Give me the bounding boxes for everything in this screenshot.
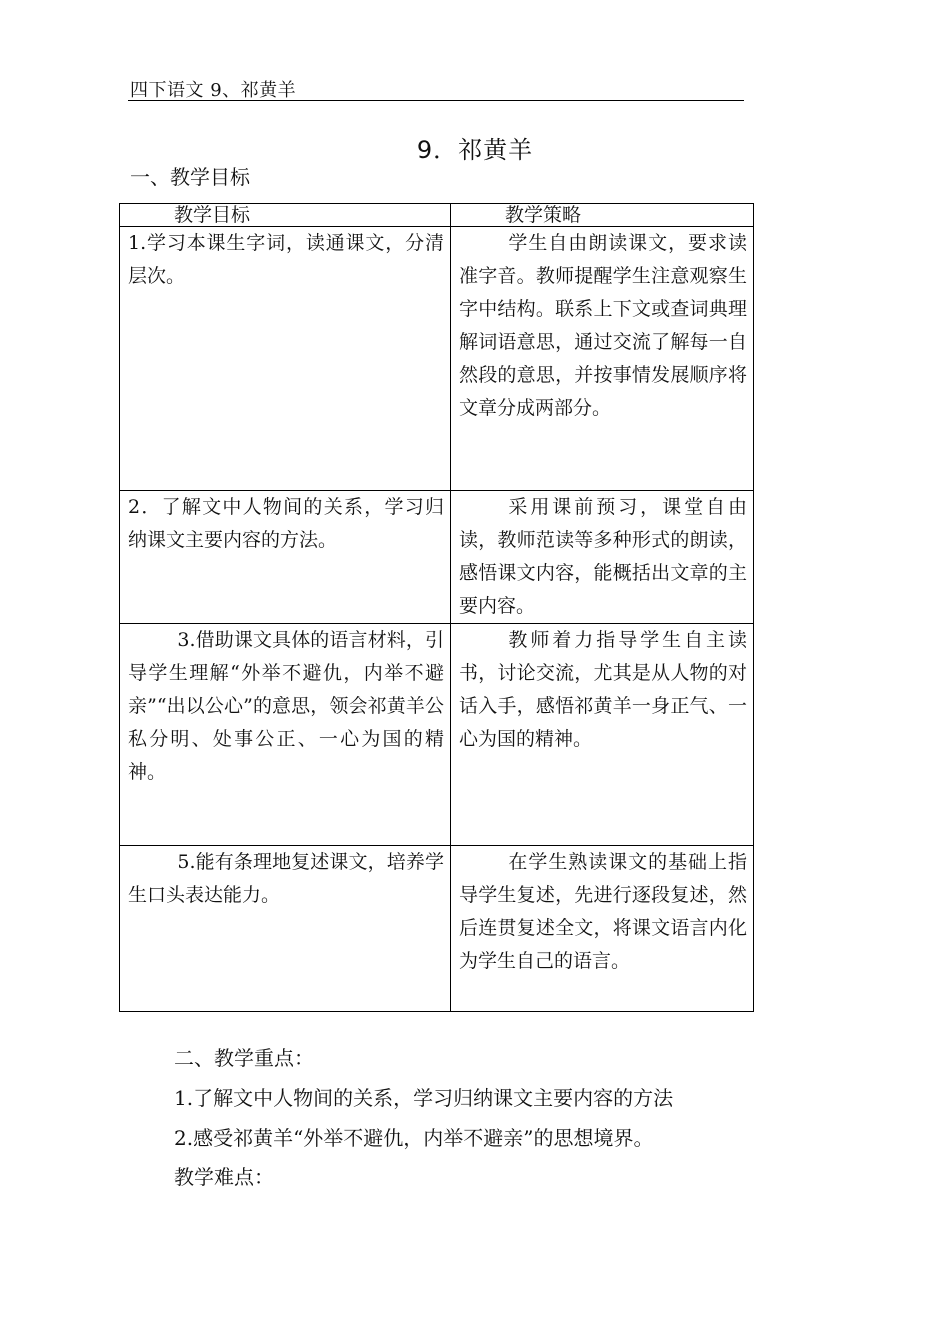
section-heading-difficulties: 教学难点： bbox=[174, 1165, 274, 1189]
strategy-cell: 学生自由朗读课文，要求读准字音。教师提醒学生注意观察生字中结构。联系上下文或查词典理解词语意思，通过交流了解每一自然段的意思，并按事情发展顺序将文章分成两部分。 bbox=[451, 227, 754, 491]
table-row bbox=[120, 491, 754, 624]
key-point-1: 1.了解文中人物间的关系，学习归纳课文主要内容的方法 bbox=[174, 1086, 674, 1110]
table-header-row bbox=[120, 204, 754, 227]
section-heading-key-points: 二、教学重点： bbox=[174, 1046, 314, 1070]
strategy-cell: 教师着力指导学生自主读书，讨论交流，尤其是从人物的对话入手，感悟祁黄羊一身正气、一心为国的精神。 bbox=[451, 624, 754, 846]
table-row bbox=[120, 624, 754, 846]
goals-table bbox=[119, 203, 754, 1012]
goal-cell: 3.借助课文具体的语言材料，引导学生理解“外举不避仇，内举不避亲”“出以公心”的意思，领会祁黄羊公私分明、处事公正、一心为国的精神。 bbox=[120, 624, 451, 846]
table-row bbox=[120, 846, 754, 1012]
strategy-cell: 采用课前预习，课堂自由读，教师范读等多种形式的朗读，感悟课文内容，能概括出文章的主要内容。 bbox=[451, 491, 754, 624]
strategy-cell: 在学生熟读课文的基础上指导学生复述，先进行逐段复述，然后连贯复述全文，将课文语言内化为学生自己的语言。 bbox=[451, 846, 754, 1012]
goal-cell: 2．了解文中人物间的关系，学习归纳课文主要内容的方法。 bbox=[120, 491, 451, 624]
table-row bbox=[120, 227, 754, 491]
goal-cell: 1.学习本课生字词，读通课文，分清层次。 bbox=[120, 227, 451, 491]
goal-cell: 5.能有条理地复述课文，培养学生口头表达能力。 bbox=[120, 846, 451, 1012]
lesson-title: 9．祁黄羊 bbox=[416, 136, 534, 164]
key-point-2: 2.感受祁黄羊“外举不避仇，内举不避亲”的思想境界。 bbox=[174, 1126, 654, 1150]
col-header-goal: 教学目标 bbox=[120, 204, 451, 227]
section-heading-goals: 一、教学目标 bbox=[130, 165, 250, 189]
col-header-strategy: 教学策略 bbox=[451, 204, 754, 227]
header-rule bbox=[128, 100, 744, 101]
page-header: 四下语文 9、祁黄羊 bbox=[130, 80, 297, 101]
